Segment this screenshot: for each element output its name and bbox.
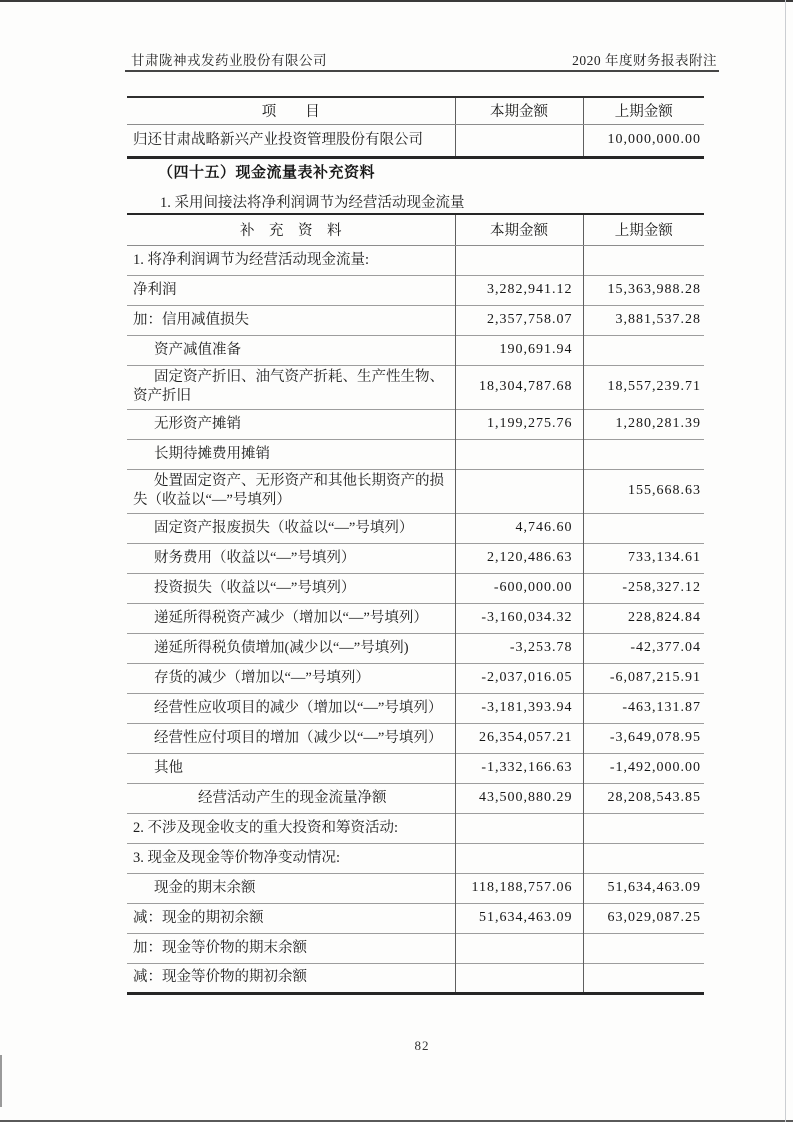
amount-prior-period: 10,000,000.00 — [583, 124, 704, 157]
table-row — [127, 469, 704, 513]
amount-prior-period: 228,824.84 — [583, 603, 704, 633]
row-label: 无形资产摊销 — [127, 409, 455, 439]
table-row — [127, 603, 704, 633]
company-name: 甘肃陇神戎发药业股份有限公司 — [131, 53, 327, 68]
row-label: 现金的期末余额 — [127, 873, 455, 903]
amount-prior-period — [583, 439, 704, 469]
table-row — [127, 963, 704, 993]
amount-prior-period: 733,134.61 — [583, 543, 704, 573]
row-label: 经营性应付项目的增加（减少以“—”号填列） — [127, 723, 455, 753]
table-row — [127, 753, 704, 783]
amount-prior-period: -3,649,078.95 — [583, 723, 704, 753]
amount-prior-period: -6,087,215.91 — [583, 663, 704, 693]
scan-edge-right — [785, 0, 786, 1122]
amount-prior-period — [583, 245, 704, 275]
amount-current-period — [455, 469, 583, 513]
table-row — [127, 933, 704, 963]
amount-prior-period — [583, 513, 704, 543]
amount-current-period: 1,199,275.76 — [455, 409, 583, 439]
table-row — [127, 783, 704, 813]
amount-current-period — [455, 439, 583, 469]
amount-current-period: -3,253.78 — [455, 633, 583, 663]
amount-current-period — [455, 963, 583, 993]
column-header-prior-period: 上期金额 — [583, 214, 704, 245]
table-row — [127, 633, 704, 663]
header-rule — [125, 70, 719, 72]
row-label: 存货的减少（增加以“—”号填列） — [127, 663, 455, 693]
amount-current-period: 18,304,787.68 — [455, 365, 583, 409]
amount-current-period: -1,332,166.63 — [455, 753, 583, 783]
table-header-row — [127, 97, 704, 124]
amount-prior-period: 155,668.63 — [583, 469, 704, 513]
table-row — [127, 335, 704, 365]
table-row — [127, 365, 704, 409]
amount-current-period — [455, 843, 583, 873]
row-label: 固定资产折旧、油气资产折耗、生产性生物、资产折旧 — [127, 365, 455, 409]
amount-prior-period: 63,029,087.25 — [583, 903, 704, 933]
amount-prior-period — [583, 813, 704, 843]
amount-prior-period: 18,557,239.71 — [583, 365, 704, 409]
row-label: 净利润 — [127, 275, 455, 305]
row-label: 减：现金等价物的期初余额 — [127, 963, 455, 993]
row-label: 2. 不涉及现金收支的重大投资和筹资活动: — [127, 813, 455, 843]
amount-prior-period: 51,634,463.09 — [583, 873, 704, 903]
row-label: 3. 现金及现金等价物净变动情况: — [127, 843, 455, 873]
table-row — [127, 693, 704, 723]
amount-current-period: -600,000.00 — [455, 573, 583, 603]
row-label: 经营活动产生的现金流量净额 — [127, 783, 455, 813]
table-row — [127, 873, 704, 903]
amount-prior-period — [583, 933, 704, 963]
amount-current-period — [455, 813, 583, 843]
amount-current-period — [455, 933, 583, 963]
amount-current-period: 51,634,463.09 — [455, 903, 583, 933]
amount-prior-period — [583, 843, 704, 873]
amount-prior-period: 28,208,543.85 — [583, 783, 704, 813]
table-row — [127, 439, 704, 469]
row-label: 长期待摊费用摊销 — [127, 439, 455, 469]
amount-current-period: 2,357,758.07 — [455, 305, 583, 335]
row-label: 减：现金的期初余额 — [127, 903, 455, 933]
scan-edge-top — [0, 0, 793, 2]
table-row — [127, 245, 704, 275]
row-label: 加：信用减值损失 — [127, 305, 455, 335]
table-row — [127, 663, 704, 693]
table-row — [127, 275, 704, 305]
page-number: 82 — [414, 1038, 430, 1053]
row-label: 投资损失（收益以“—”号填列） — [127, 573, 455, 603]
table-row — [127, 903, 704, 933]
amount-current-period: -2,037,016.05 — [455, 663, 583, 693]
row-label: 加：现金等价物的期末余额 — [127, 933, 455, 963]
amount-prior-period — [583, 963, 704, 993]
row-label: 1. 将净利润调节为经营活动现金流量: — [127, 245, 455, 275]
amount-prior-period: 3,881,537.28 — [583, 305, 704, 335]
table-row — [127, 813, 704, 843]
amount-prior-period: 15,363,988.28 — [583, 275, 704, 305]
table-header-row — [127, 214, 704, 245]
row-label: 处置固定资产、无形资产和其他长期资产的损失（收益以“—”号填列） — [127, 469, 455, 513]
table-row — [127, 124, 704, 157]
column-header-supplement: 补 充 资 料 — [127, 214, 455, 245]
row-label: 资产减值准备 — [127, 335, 455, 365]
supplement-table — [127, 213, 704, 995]
amount-current-period: 2,120,486.63 — [455, 543, 583, 573]
amount-current-period: 190,691.94 — [455, 335, 583, 365]
amount-prior-period: -463,131.87 — [583, 693, 704, 723]
section-subtitle: 1. 采用间接法将净利润调节为经营活动现金流量 — [160, 195, 465, 211]
section-title: （四十五）现金流量表补充资料 — [158, 165, 376, 181]
table-row — [127, 843, 704, 873]
column-header-prior-period: 上期金额 — [583, 97, 704, 124]
amount-prior-period — [583, 335, 704, 365]
table-row — [127, 543, 704, 573]
amount-current-period — [455, 124, 583, 157]
amount-current-period: 26,354,057.21 — [455, 723, 583, 753]
row-label: 财务费用（收益以“—”号填列） — [127, 543, 455, 573]
page-header — [131, 49, 717, 69]
amount-current-period: 4,746.60 — [455, 513, 583, 543]
row-label: 经营性应收项目的减少（增加以“—”号填列） — [127, 693, 455, 723]
table-row — [127, 573, 704, 603]
row-label: 归还甘肃战略新兴产业投资管理股份有限公司 — [127, 124, 455, 157]
column-header-current-period: 本期金额 — [455, 97, 583, 124]
amount-current-period: 118,188,757.06 — [455, 873, 583, 903]
repayment-table — [127, 96, 704, 159]
amount-prior-period: -42,377.04 — [583, 633, 704, 663]
scan-edge-left-mark — [0, 1055, 2, 1107]
amount-current-period: -3,181,393.94 — [455, 693, 583, 723]
row-label: 其他 — [127, 753, 455, 783]
amount-current-period: -3,160,034.32 — [455, 603, 583, 633]
amount-current-period — [455, 245, 583, 275]
table-row — [127, 305, 704, 335]
amount-prior-period: 1,280,281.39 — [583, 409, 704, 439]
row-label: 固定资产报废损失（收益以“—”号填列） — [127, 513, 455, 543]
row-label: 递延所得税负债增加(减少以“—”号填列) — [127, 633, 455, 663]
table-row — [127, 513, 704, 543]
table-row — [127, 409, 704, 439]
amount-current-period: 43,500,880.29 — [455, 783, 583, 813]
document-title: 2020 年度财务报表附注 — [572, 53, 717, 68]
column-header-current-period: 本期金额 — [455, 214, 583, 245]
table-row — [127, 723, 704, 753]
row-label: 递延所得税资产减少（增加以“—”号填列） — [127, 603, 455, 633]
column-header-item: 项 目 — [127, 97, 455, 124]
amount-current-period: 3,282,941.12 — [455, 275, 583, 305]
amount-prior-period: -1,492,000.00 — [583, 753, 704, 783]
amount-prior-period: -258,327.12 — [583, 573, 704, 603]
